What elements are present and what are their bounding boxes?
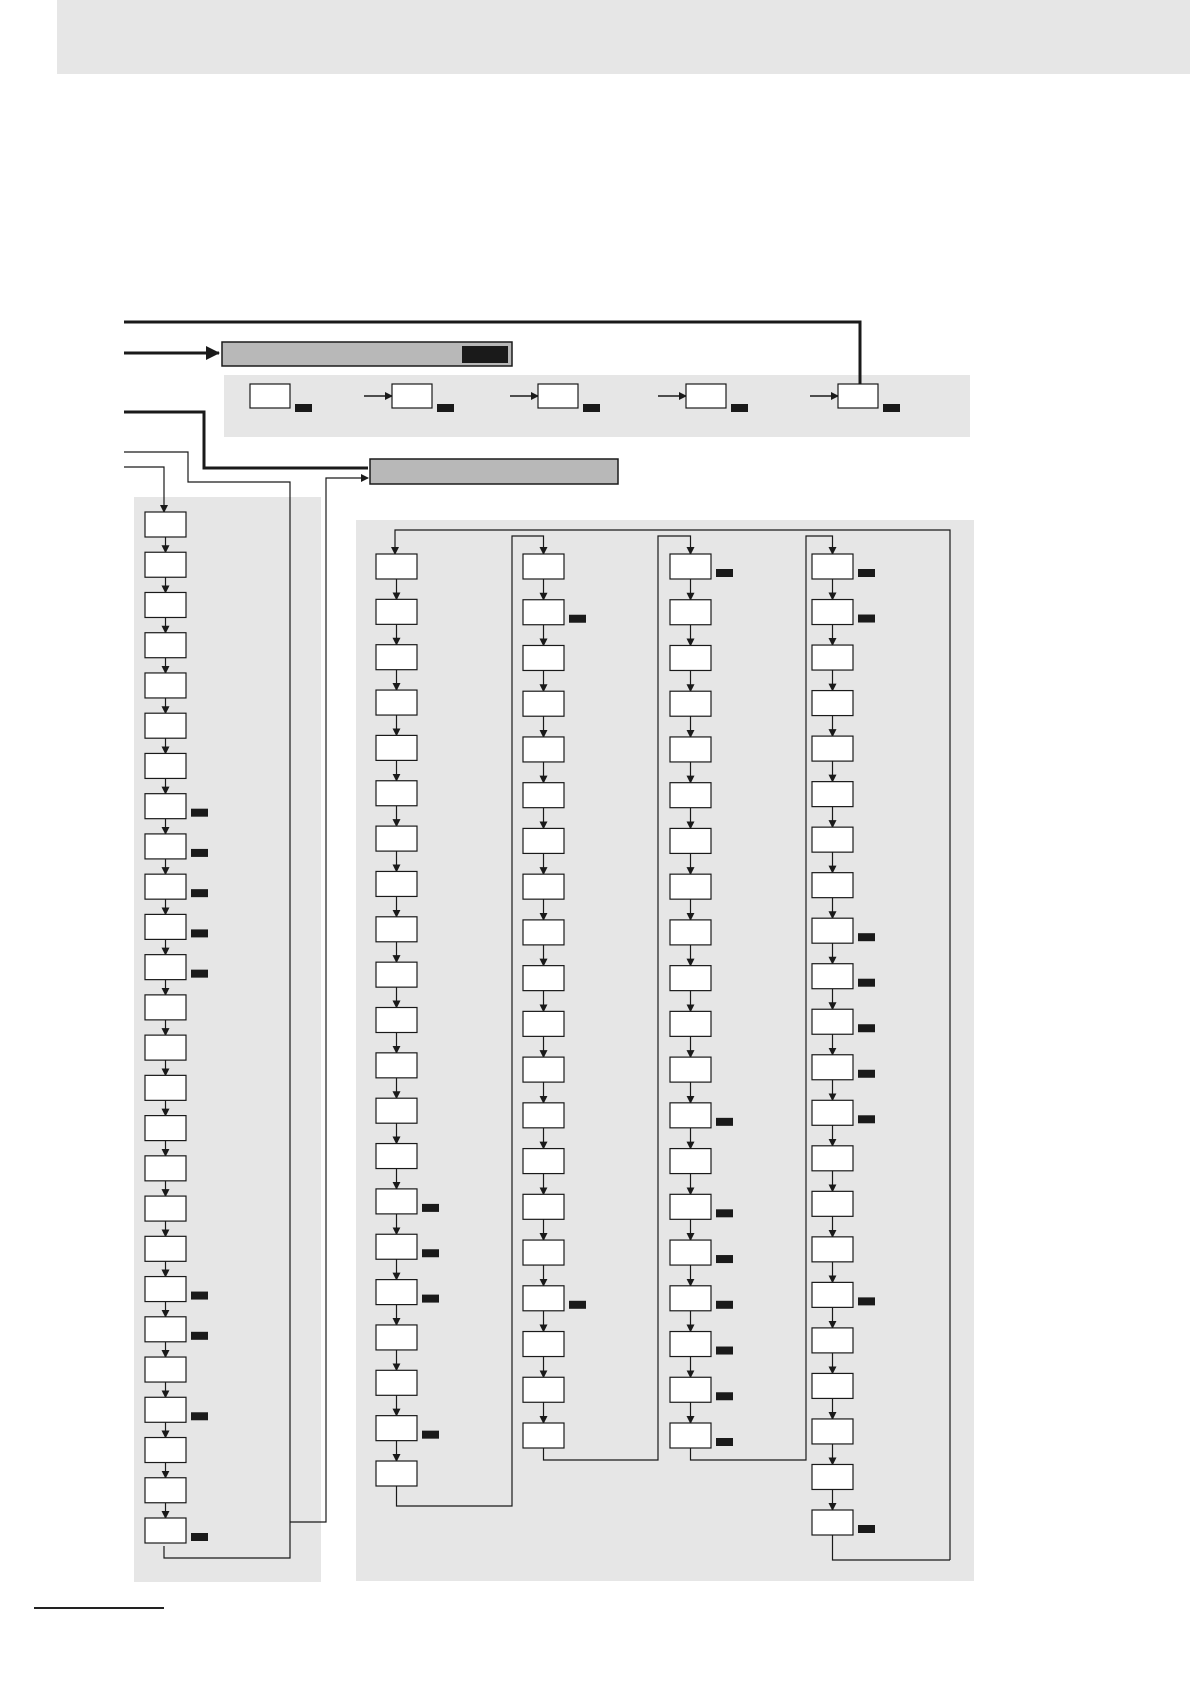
left-col-tag xyxy=(191,849,208,857)
col-2-box xyxy=(523,1057,564,1082)
left-col-tag xyxy=(191,1412,208,1420)
col-1-box xyxy=(376,826,417,851)
right-panel xyxy=(356,520,974,1581)
col-3-box xyxy=(670,966,711,991)
left-col-box xyxy=(145,1357,186,1382)
left-col-box xyxy=(145,955,186,980)
col-3-box xyxy=(670,645,711,670)
col-3-box xyxy=(670,1103,711,1128)
col-4-tag xyxy=(858,1070,875,1078)
left-col-box xyxy=(145,1277,186,1302)
col-4-tag xyxy=(858,1115,875,1123)
col-3-tag xyxy=(716,1392,733,1400)
col-4-box xyxy=(812,1419,853,1444)
col-4-tag xyxy=(858,569,875,577)
section-bar xyxy=(370,459,618,484)
col-3-tag xyxy=(716,1301,733,1309)
col-1-box xyxy=(376,1325,417,1350)
left-col-tag xyxy=(191,929,208,937)
col-1-box xyxy=(376,871,417,896)
col-2-box xyxy=(523,874,564,899)
col-3-box xyxy=(670,874,711,899)
col-2-box xyxy=(523,1011,564,1036)
left-col-box xyxy=(145,512,186,537)
col-2-box xyxy=(523,600,564,625)
col-1-box xyxy=(376,1144,417,1169)
col-1-tag xyxy=(422,1295,439,1303)
col-1-box xyxy=(376,1234,417,1259)
col-4-box xyxy=(812,1373,853,1398)
col-1-box xyxy=(376,690,417,715)
col-4-tag xyxy=(858,933,875,941)
left-col-tag xyxy=(191,1533,208,1541)
left-col-box xyxy=(145,834,186,859)
left-col-box xyxy=(145,1518,186,1543)
col-3-tag xyxy=(716,1347,733,1355)
col-2-box xyxy=(523,1332,564,1357)
col-3-box xyxy=(670,1332,711,1357)
col-4-box xyxy=(812,1191,853,1216)
col-1-box xyxy=(376,1098,417,1123)
col-3-box xyxy=(670,600,711,625)
col-4-tag xyxy=(858,1525,875,1533)
col-1-tag xyxy=(422,1249,439,1257)
top-menu-tag xyxy=(437,404,454,412)
col-2-box xyxy=(523,691,564,716)
col-3-box xyxy=(670,920,711,945)
left-col-box xyxy=(145,995,186,1020)
col-2-box xyxy=(523,1240,564,1265)
col-3-box xyxy=(670,554,711,579)
left-col-box xyxy=(145,1075,186,1100)
col-3-tag xyxy=(716,1255,733,1263)
col-4-box xyxy=(812,1510,853,1535)
left-col-tag xyxy=(191,809,208,817)
top-menu-box xyxy=(392,384,432,408)
left-col-box xyxy=(145,1397,186,1422)
left-col-box xyxy=(145,633,186,658)
col-2-box xyxy=(523,783,564,808)
left-col-box xyxy=(145,794,186,819)
left-col-box xyxy=(145,1156,186,1181)
col-4-tag xyxy=(858,1024,875,1032)
col-1-box xyxy=(376,554,417,579)
col-4-box xyxy=(812,1237,853,1262)
left-col-box xyxy=(145,874,186,899)
left-col-box xyxy=(145,552,186,577)
col-4-box xyxy=(812,1464,853,1489)
col-3-tag xyxy=(716,569,733,577)
col-4-box xyxy=(812,691,853,716)
top-menu-box xyxy=(538,384,578,408)
top-menu-tag xyxy=(883,404,900,412)
left-col-box xyxy=(145,592,186,617)
col-3-box xyxy=(670,1011,711,1036)
col-3-box xyxy=(670,1057,711,1082)
col-1-tag xyxy=(422,1204,439,1212)
col-3-box xyxy=(670,691,711,716)
left-col-box xyxy=(145,1438,186,1463)
col-4-tag xyxy=(858,1297,875,1305)
col-3-tag xyxy=(716,1209,733,1217)
left-col-box xyxy=(145,1478,186,1503)
col-3-box xyxy=(670,783,711,808)
col-4-box xyxy=(812,645,853,670)
col-2-box xyxy=(523,1423,564,1448)
col-3-box xyxy=(670,828,711,853)
top-menu-tag xyxy=(583,404,600,412)
left-col-tag xyxy=(191,1292,208,1300)
top-menu-box xyxy=(838,384,878,408)
col-1-box xyxy=(376,1461,417,1486)
left-col-box xyxy=(145,1317,186,1342)
left-col-box xyxy=(145,673,186,698)
col-1-box xyxy=(376,735,417,760)
col-2-box xyxy=(523,1103,564,1128)
col-4-tag xyxy=(858,615,875,623)
col-4-box xyxy=(812,554,853,579)
col-2-box xyxy=(523,737,564,762)
col-1-box xyxy=(376,1370,417,1395)
left-col-box xyxy=(145,1116,186,1141)
col-1-box xyxy=(376,645,417,670)
left-col-box xyxy=(145,713,186,738)
left-col-box xyxy=(145,1035,186,1060)
col-4-box xyxy=(812,736,853,761)
col-1-box xyxy=(376,962,417,987)
left-col-tag xyxy=(191,889,208,897)
col-4-box xyxy=(812,782,853,807)
col-4-box xyxy=(812,600,853,625)
col-3-box xyxy=(670,1377,711,1402)
col-3-tag xyxy=(716,1438,733,1446)
col-4-box xyxy=(812,1100,853,1125)
col-4-box xyxy=(812,873,853,898)
col-1-box xyxy=(376,1416,417,1441)
col-2-box xyxy=(523,645,564,670)
top-menu-box xyxy=(250,384,290,408)
left-col-box xyxy=(145,914,186,939)
top-menu-tag xyxy=(295,404,312,412)
col-3-box xyxy=(670,737,711,762)
col-2-tag xyxy=(569,1301,586,1309)
col-1-box xyxy=(376,599,417,624)
left-col-box xyxy=(145,1196,186,1221)
col-2-box xyxy=(523,920,564,945)
col-4-box xyxy=(812,1282,853,1307)
col-2-box xyxy=(523,1377,564,1402)
col-2-box xyxy=(523,554,564,579)
left-col-box xyxy=(145,753,186,778)
col-3-tag xyxy=(716,1118,733,1126)
left-col-tag xyxy=(191,1332,208,1340)
col-4-box xyxy=(812,918,853,943)
col-1-box xyxy=(376,1008,417,1033)
col-3-box xyxy=(670,1149,711,1174)
col-2-box xyxy=(523,828,564,853)
col-4-tag xyxy=(858,979,875,987)
col-1-box xyxy=(376,781,417,806)
col-4-box xyxy=(812,1328,853,1353)
top-bar-tag xyxy=(462,346,508,363)
col-2-box xyxy=(523,1149,564,1174)
col-2-box xyxy=(523,966,564,991)
col-1-tag xyxy=(422,1431,439,1439)
left-col-tag xyxy=(191,970,208,978)
col-2-box xyxy=(523,1194,564,1219)
top-menu-tag xyxy=(731,404,748,412)
col-1-box xyxy=(376,1189,417,1214)
col-1-box xyxy=(376,1280,417,1305)
col-4-box xyxy=(812,1146,853,1171)
footer-rule xyxy=(34,1607,164,1609)
col-1-box xyxy=(376,1053,417,1078)
left-col-box xyxy=(145,1236,186,1261)
col-4-box xyxy=(812,827,853,852)
col-3-box xyxy=(670,1423,711,1448)
col-1-box xyxy=(376,917,417,942)
col-4-box xyxy=(812,964,853,989)
col-4-box xyxy=(812,1009,853,1034)
top-menu-box xyxy=(686,384,726,408)
col-2-box xyxy=(523,1286,564,1311)
col-3-box xyxy=(670,1286,711,1311)
col-3-box xyxy=(670,1194,711,1219)
col-2-tag xyxy=(569,615,586,623)
col-3-box xyxy=(670,1240,711,1265)
col-4-box xyxy=(812,1055,853,1080)
